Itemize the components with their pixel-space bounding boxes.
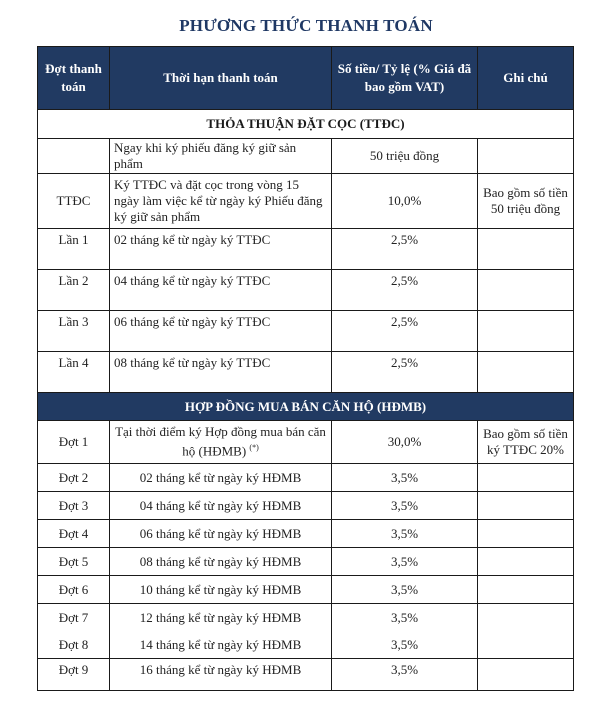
phase-cell: Đợt 8	[38, 631, 110, 659]
term-cell: 16 tháng kể từ ngày ký HĐMB	[110, 659, 332, 691]
phase-cell: Đợt 1	[38, 421, 110, 464]
table-row	[38, 139, 574, 174]
note-cell: Bao gồm số tiền ký TTĐC 20%	[478, 421, 574, 464]
table-row	[38, 352, 574, 393]
amount-cell: 2,5%	[332, 352, 478, 393]
phase-cell	[38, 139, 110, 174]
table-header-row	[38, 47, 574, 110]
phase-cell: Lần 2	[38, 270, 110, 311]
table-row	[38, 604, 574, 632]
term-cell: Ngay khi ký phiếu đăng ký giữ sản phẩm	[110, 139, 332, 174]
amount-cell: 3,5%	[332, 604, 478, 632]
amount-cell: 10,0%	[332, 174, 478, 229]
note-cell	[478, 352, 574, 393]
table-row	[38, 659, 574, 691]
phase-cell: TTĐC	[38, 174, 110, 229]
note-cell	[478, 311, 574, 352]
table-row	[38, 229, 574, 270]
note-cell	[478, 548, 574, 576]
note-cell	[478, 492, 574, 520]
amount-cell: 3,5%	[332, 548, 478, 576]
table-row	[38, 492, 574, 520]
phase-cell: Đợt 9	[38, 659, 110, 691]
header-phase: Đợt thanh toán	[38, 47, 110, 110]
table-row	[38, 548, 574, 576]
term-cell: 12 tháng kể từ ngày ký HĐMB	[110, 604, 332, 632]
note-cell	[478, 659, 574, 691]
amount-cell: 3,5%	[332, 576, 478, 604]
phase-cell: Đợt 5	[38, 548, 110, 576]
phase-cell: Đợt 4	[38, 520, 110, 548]
header-amount: Số tiền/ Tỷ lệ (% Giá đã bao gồm VAT)	[332, 47, 478, 110]
term-cell	[110, 421, 332, 464]
note-cell	[478, 520, 574, 548]
header-note: Ghi chú	[478, 47, 574, 110]
term-cell: 08 tháng kể từ ngày ký TTĐC	[110, 352, 332, 393]
phase-cell: Lần 3	[38, 311, 110, 352]
section-row-ttdc	[38, 110, 574, 139]
note-cell	[478, 464, 574, 492]
term-cell: 06 tháng kể từ ngày ký HĐMB	[110, 520, 332, 548]
term-cell: 02 tháng kể từ ngày ký TTĐC	[110, 229, 332, 270]
amount-cell: 2,5%	[332, 229, 478, 270]
note-cell	[478, 631, 574, 659]
term-cell: 04 tháng kể từ ngày ký HĐMB	[110, 492, 332, 520]
amount-cell: 3,5%	[332, 464, 478, 492]
table-row	[38, 174, 574, 229]
amount-cell: 3,5%	[332, 520, 478, 548]
amount-cell: 3,5%	[332, 492, 478, 520]
phase-cell: Lần 1	[38, 229, 110, 270]
note-cell	[478, 229, 574, 270]
table-row	[38, 520, 574, 548]
amount-cell: 2,5%	[332, 311, 478, 352]
footnote-mark: (*)	[249, 443, 259, 453]
amount-cell: 30,0%	[332, 421, 478, 464]
header-term: Thời hạn thanh toán	[110, 47, 332, 110]
note-cell	[478, 139, 574, 174]
term-cell: 02 tháng kể từ ngày ký HĐMB	[110, 464, 332, 492]
term-cell: 08 tháng kể từ ngày ký HĐMB	[110, 548, 332, 576]
amount-cell: 2,5%	[332, 270, 478, 311]
phase-cell: Đợt 6	[38, 576, 110, 604]
term-cell: 14 tháng kể từ ngày ký HĐMB	[110, 631, 332, 659]
amount-cell: 50 triệu đồng	[332, 139, 478, 174]
term-cell: 04 tháng kể từ ngày ký TTĐC	[110, 270, 332, 311]
term-cell: 06 tháng kể từ ngày ký TTĐC	[110, 311, 332, 352]
amount-cell: 3,5%	[332, 631, 478, 659]
phase-cell: Đợt 3	[38, 492, 110, 520]
note-cell	[478, 270, 574, 311]
payment-schedule-table	[37, 46, 574, 691]
section-label: HỢP ĐỒNG MUA BÁN CĂN HỘ (HĐMB)	[38, 393, 574, 421]
phase-cell: Lần 4	[38, 352, 110, 393]
phase-cell: Đợt 7	[38, 604, 110, 632]
note-cell	[478, 576, 574, 604]
table-row	[38, 270, 574, 311]
term-cell: Ký TTĐC và đặt cọc trong vòng 15 ngày làm việc kể từ ngày ký Phiếu đăng ký giữ sản phẩm	[110, 174, 332, 229]
note-cell	[478, 604, 574, 632]
term-cell: 10 tháng kể từ ngày ký HĐMB	[110, 576, 332, 604]
section-row-hdmb	[38, 393, 574, 421]
table-row	[38, 311, 574, 352]
table-row	[38, 631, 574, 659]
page-title: PHƯƠNG THỨC THANH TOÁN	[179, 16, 433, 35]
section-label: THỎA THUẬN ĐẶT CỌC (TTĐC)	[38, 110, 574, 139]
amount-cell: 3,5%	[332, 659, 478, 691]
table-row	[38, 464, 574, 492]
note-cell: Bao gồm số tiền 50 triệu đồng	[478, 174, 574, 229]
table-row	[38, 421, 574, 464]
term-text: Tại thời điểm ký Hợp đồng mua bán căn hộ (HĐMB)	[115, 424, 326, 459]
table-row	[38, 576, 574, 604]
phase-cell: Đợt 2	[38, 464, 110, 492]
